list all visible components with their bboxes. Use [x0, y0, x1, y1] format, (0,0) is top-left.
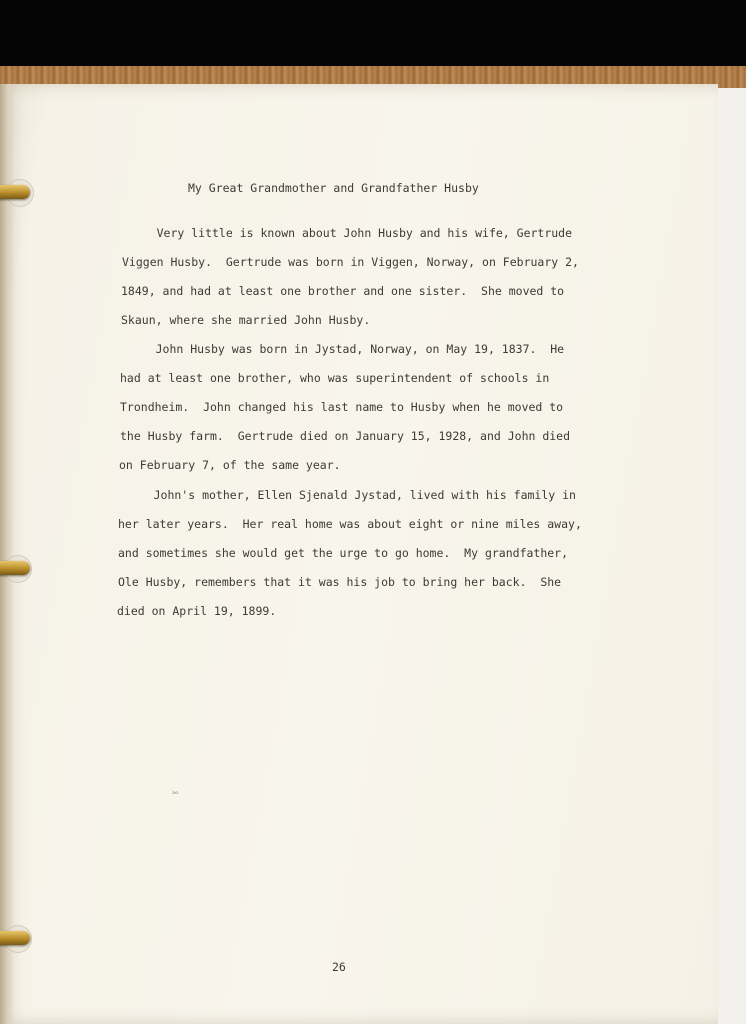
- binder-ring-middle-icon: [0, 561, 30, 575]
- text-line: Ole Husby, remembers that it was his job to bring her back. She: [118, 575, 562, 589]
- text-line: Viggen Husby. Gertrude was born in Viggen, Norway, on February 2,: [122, 255, 579, 269]
- binder-spine: [0, 84, 14, 1024]
- page-number: 26: [332, 960, 346, 974]
- text-line: 1849, and had at least one brother and one sister. She moved to: [121, 284, 565, 298]
- binder-ring-top-icon: [0, 185, 30, 199]
- text-line: John Husby was born in Jystad, Norway, on May 19, 1837. He: [121, 342, 565, 356]
- page-title: My Great Grandmother and Grandfather Husby: [188, 181, 479, 195]
- text-line: John's mother, Ellen Sjenald Jystad, lived with his family in: [119, 488, 576, 502]
- text-line: her later years. Her real home was about eight or nine miles away,: [118, 517, 582, 531]
- binder-ring-bottom-icon: [0, 931, 30, 945]
- text-line: the Husby farm. Gertrude died on January 15, 1928, and John died: [120, 429, 571, 443]
- text-line: and sometimes she would get the urge to go home. My grandfather,: [118, 546, 569, 560]
- text-line: died on April 19, 1899.: [117, 604, 277, 618]
- text-line: had at least one brother, who was superintendent of schools in: [120, 371, 550, 385]
- text-line: Very little is known about John Husby and his wife, Gertrude: [122, 226, 573, 240]
- text-line: on February 7, of the same year.: [119, 458, 341, 472]
- text-line: Trondheim. John changed his last name to Husby when he moved to: [120, 400, 564, 414]
- text-line: Skaun, where she married John Husby.: [121, 313, 371, 327]
- paper-speck: ₐₒ: [172, 787, 179, 796]
